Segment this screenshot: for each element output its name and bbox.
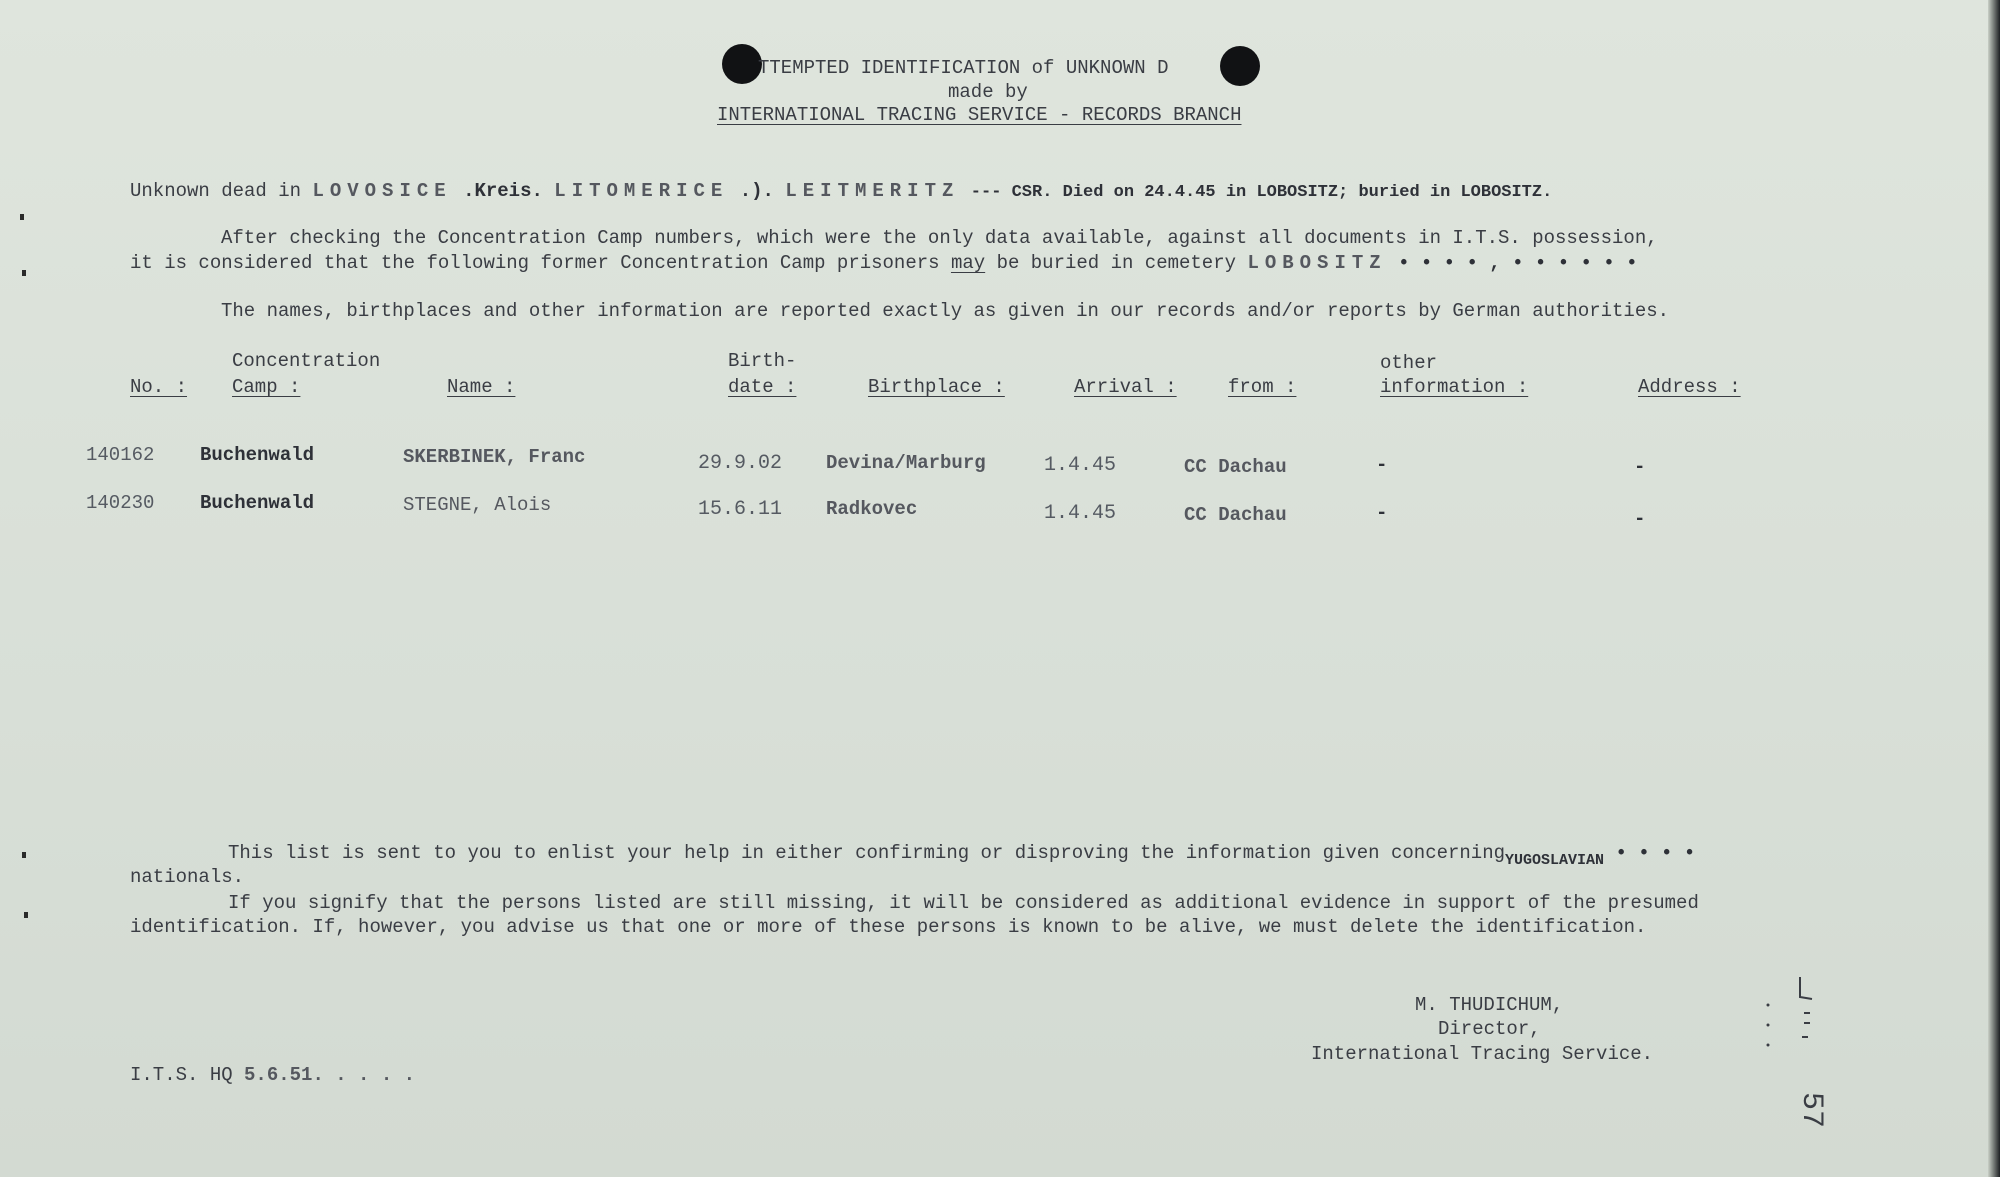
header-arrival: Arrival : (1074, 376, 1177, 398)
row-birthplace: Radkovec (826, 498, 918, 520)
missing-paragraph-line1: If you signify that the persons listed are still missing, it will be considered as additional evidence in support of the presumed (228, 892, 1699, 914)
row-address: - (1634, 508, 1646, 530)
unknown-dead-line: Unknown dead in LOVOSICE .Kreis. LITOMERICE .). LEITMERITZ --- CSR. Died on 24.4.45 in LOBOSITZ; buried in LOBOSITZ. (130, 180, 1553, 202)
header-name: Name : (447, 376, 516, 398)
enlist-help-line2: nationals. (130, 866, 245, 888)
punch-hole-right (1220, 46, 1260, 86)
punch-hole-left (722, 44, 762, 84)
signatory-title: Director, (1438, 1018, 1541, 1040)
margin-mark (22, 852, 26, 858)
header-no: No. : (130, 376, 188, 398)
row-birthdate: 29.9.02 (698, 452, 783, 475)
header-birth: Birth- (728, 350, 797, 372)
pencil-marks (1760, 975, 1820, 1065)
row-from: CC Dachau (1184, 456, 1287, 478)
row-camp: Buchenwald (200, 492, 315, 514)
checking-paragraph-line1: After checking the Concentration Camp numbers, which were the only data available, against all documents in I.T.S. possession, (221, 227, 1658, 249)
row-name: SKERBINEK, Franc (403, 446, 586, 468)
margin-mark (20, 214, 24, 220)
missing-paragraph-line2: identification. If, however, you advise us that one or more of these persons is known to be alive, we must delete the identification. (130, 916, 1647, 938)
row-from: CC Dachau (1184, 504, 1287, 526)
header-birthplace: Birthplace : (868, 376, 1005, 398)
row-other: - (1376, 454, 1388, 476)
document-subtitle: made by (948, 81, 1028, 103)
page-edge-shadow (1988, 0, 2000, 1177)
header-from: from : (1228, 376, 1297, 398)
row-number: 140162 (86, 444, 155, 466)
header-birthdate: date : (728, 376, 797, 398)
row-other: - (1376, 502, 1388, 524)
checking-paragraph-line2: it is considered that the following former Concentration Camp prisoners may be buried in cemetery LOBOSITZ • • • • , • • • • • • (130, 252, 1638, 274)
document-title: TTEMPTED IDENTIFICATION of UNKNOWN D (758, 57, 1169, 79)
row-camp: Buchenwald (200, 444, 315, 466)
row-arrival: 1.4.45 (1044, 454, 1117, 477)
margin-mark (22, 270, 26, 276)
header-other-information: information : (1380, 376, 1529, 398)
issuing-branch: INTERNATIONAL TRACING SERVICE - RECORDS BRANCH (717, 104, 1242, 126)
header-camp: Camp : (232, 376, 301, 398)
its-hq-label: I.T.S. HQ 5.6.51. . . . . (130, 1064, 416, 1086)
row-name: STEGNE, Alois (403, 494, 552, 516)
enlist-help-line1: This list is sent to you to enlist your help in either confirming or disproving the information given concerning$_{YUGOSLAVIAN}$ • • • • (228, 842, 1696, 869)
signatory-organization: International Tracing Service. (1311, 1043, 1654, 1065)
header-other: other (1380, 352, 1438, 374)
page-number: 57 (1794, 1092, 1828, 1129)
header-concentration: Concentration (232, 350, 381, 372)
records-note: The names, birthplaces and other information are reported exactly as given in our records and/or reports by German authorities. (221, 300, 1670, 322)
margin-mark (24, 912, 28, 918)
signatory-name: M. THUDICHUM, (1415, 994, 1564, 1016)
row-birthdate: 15.6.11 (698, 498, 783, 521)
row-arrival: 1.4.45 (1044, 502, 1117, 525)
row-number: 140230 (86, 492, 155, 514)
row-birthplace: Devina/Marburg (826, 452, 986, 474)
header-address: Address : (1638, 376, 1741, 398)
row-address: - (1634, 456, 1646, 478)
